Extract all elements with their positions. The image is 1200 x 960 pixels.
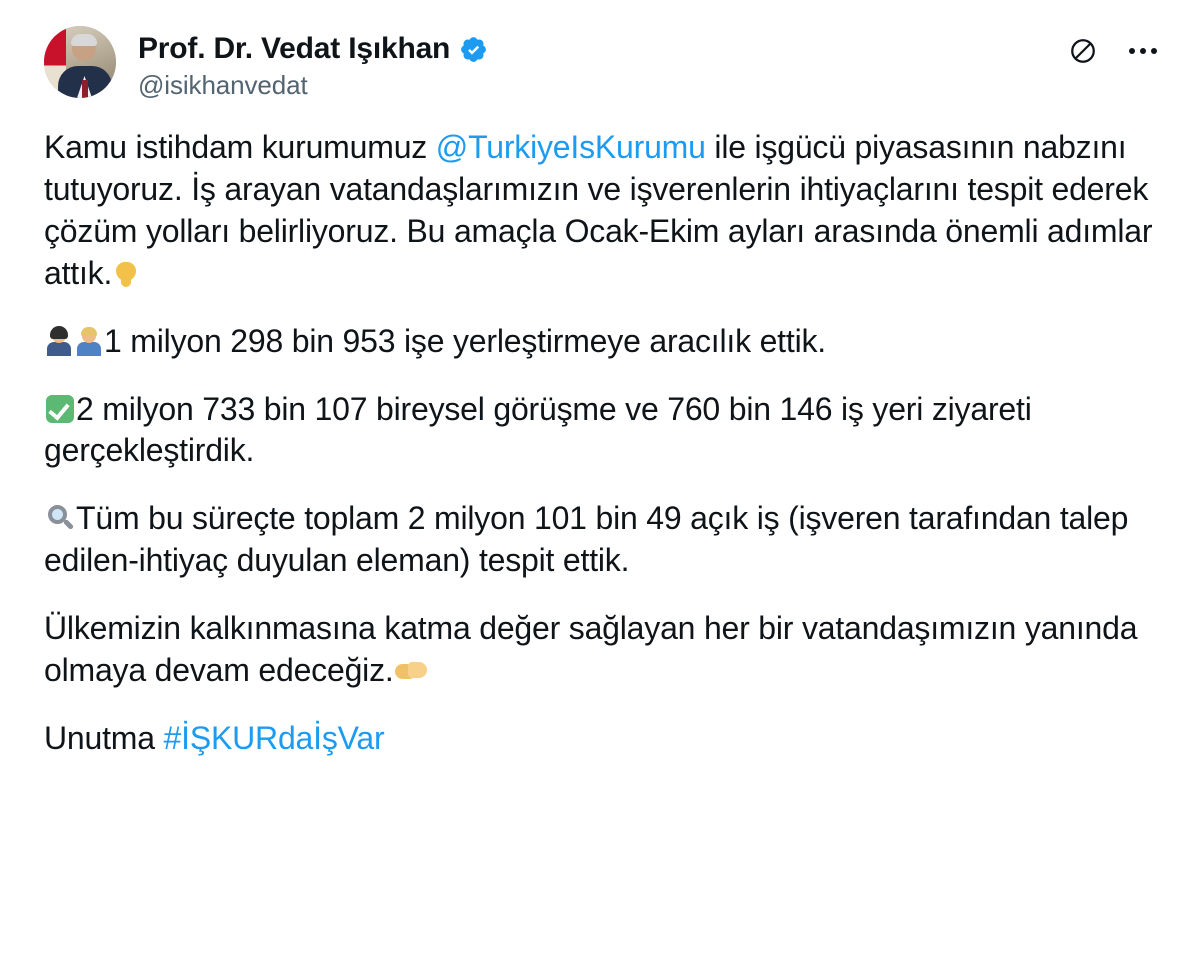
avatar[interactable]: [44, 26, 116, 98]
tweet-p2-text: 1 milyon 298 bin 953 işe yerleştirmeye aracılık ettik.: [104, 322, 826, 359]
avatar-hair: [71, 34, 97, 46]
man-office-worker-emoji: [75, 326, 103, 356]
verified-badge-icon[interactable]: [459, 35, 488, 64]
tweet-paragraph-2: [44, 321, 1160, 363]
check-mark-button-emoji: [45, 394, 75, 424]
grok-actions-icon[interactable]: [1066, 34, 1100, 68]
author-name-row: [138, 32, 488, 66]
tweet-paragraph-5: [44, 608, 1160, 692]
more-dots: [1129, 48, 1157, 54]
author-block: [138, 26, 488, 101]
tweet-paragraph-3: [44, 389, 1160, 473]
tweet-header: [44, 26, 1160, 101]
tweet-text: [44, 127, 1160, 760]
backhand-index-pointing-down-emoji: [113, 260, 139, 288]
handshake-emoji: [395, 659, 427, 685]
tweet-p4-text: Tüm bu süreçte toplam 2 milyon 101 bin 49 açık iş (işveren tarafından talep edilen-ihtiyaç duyulan eleman) tespit ettik.: [44, 500, 1129, 579]
tweet-header-actions: [1066, 34, 1160, 68]
tweet-p1-text-b: ile işgücü piyasasının nabzını tutuyoruz. İş arayan vatandaşlarımızın ve işverenlerin ihtiyaçlarını tespit ederek çözüm yolları belirliyoruz. Bu amaçla Ocak-Ekim ayları arasında önemli adımlar attık.: [44, 129, 1153, 291]
tweet-paragraph-6: [44, 718, 1160, 760]
tweet-p6-text: Unutma: [44, 719, 164, 756]
tweet-paragraph-4: [44, 498, 1160, 582]
woman-office-worker-emoji: [45, 326, 73, 356]
tweet-p3-text: 2 milyon 733 bin 107 bireysel görüşme ve 760 bin 146 iş yeri ziyareti gerçekleştirdik.: [44, 390, 1032, 469]
author-handle[interactable]: @isikhanvedat: [138, 70, 308, 100]
magnifying-glass-emoji: [45, 503, 75, 533]
tweet-p5-text: Ülkemizin kalkınmasına katma değer sağlayan her bir vatandaşımızın yanında olmaya devam edeceğiz.: [44, 610, 1138, 689]
tweet-p1-text-a: Kamu istihdam kurumumuz: [44, 129, 436, 165]
tweet-paragraph-1: [44, 127, 1160, 295]
more-options-icon[interactable]: [1126, 34, 1160, 68]
author-display-name[interactable]: Prof. Dr. Vedat Işıkhan: [138, 32, 451, 65]
hashtag-link-iskurdaisvar[interactable]: #İŞKURdaİşVar: [163, 719, 385, 756]
mention-link-turkiyeiskurumu[interactable]: @TurkiyeIsKurumu: [435, 129, 706, 165]
avatar-tie: [82, 80, 88, 98]
